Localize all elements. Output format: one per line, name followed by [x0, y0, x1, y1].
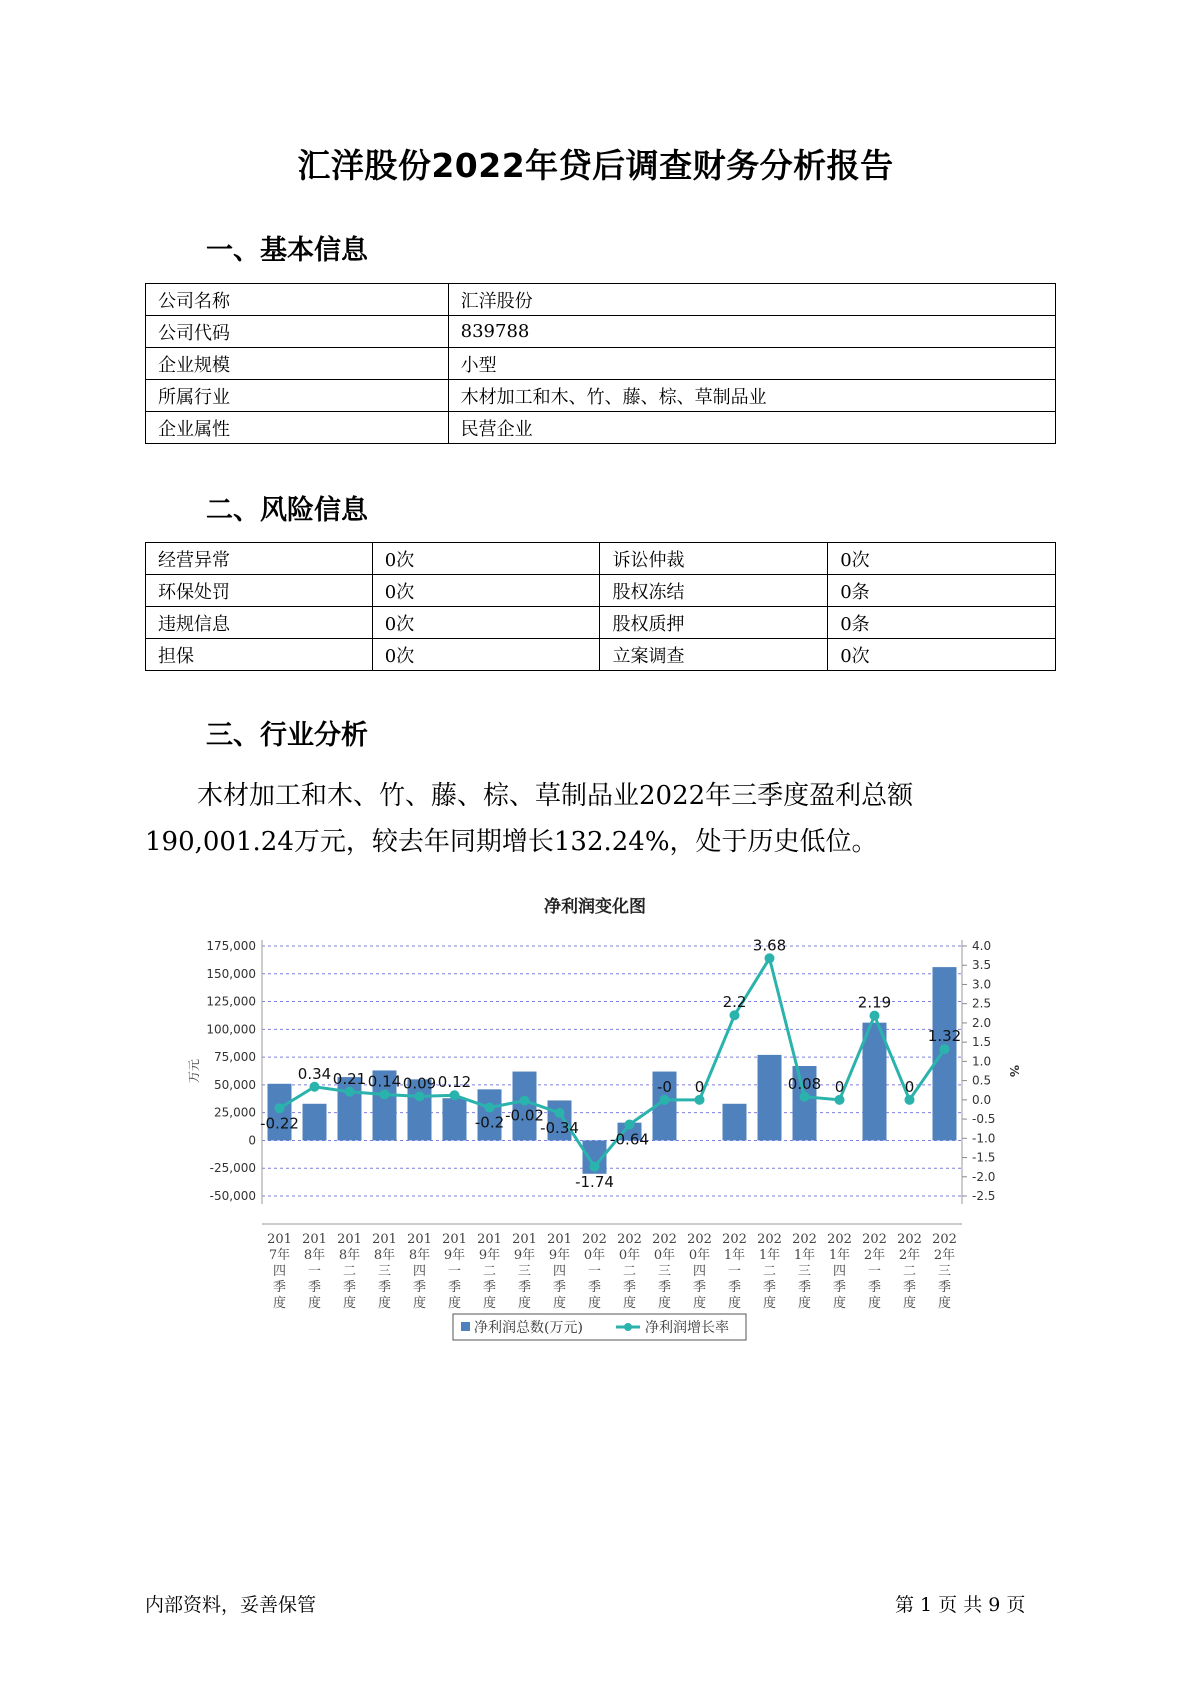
growth-rate-point	[520, 1096, 530, 1106]
right-axis-tick-label: -2.5	[972, 1189, 996, 1203]
risk-info-value: 0次	[372, 575, 600, 607]
growth-rate-label: 0.21	[332, 1069, 367, 1088]
growth-rate-label: 0.14	[367, 1072, 402, 1091]
basic-info-label: 公司名称	[146, 284, 449, 316]
category-label: 201 9年四季度	[547, 1232, 572, 1311]
risk-info-label: 诉讼仲裁	[600, 543, 828, 575]
growth-rate-label: -0.64	[610, 1130, 649, 1149]
growth-rate-label: -0.2	[474, 1113, 505, 1132]
left-axis-tick-label: 125,000	[206, 994, 256, 1009]
category-label: 202 0年二季度	[617, 1232, 642, 1311]
basic-info-row	[146, 412, 1056, 444]
net-profit-chart	[0, 880, 1191, 1360]
risk-info-label: 立案调查	[600, 639, 828, 671]
right-axis-label: %	[1007, 1064, 1021, 1078]
category-label: 201 8年四季度	[407, 1232, 432, 1311]
category-label: 201 9年三季度	[512, 1232, 537, 1311]
basic-info-row	[146, 316, 1056, 348]
basic-info-label: 所属行业	[146, 380, 449, 412]
growth-rate-label: 1.32	[927, 1027, 962, 1046]
category-label: 202 1年二季度	[757, 1232, 782, 1311]
category-label: 202 1年三季度	[792, 1232, 817, 1311]
basic-info-value: 木材加工和木、竹、藤、棕、草制品业	[448, 380, 1055, 412]
left-axis-tick-label: 25,000	[214, 1105, 256, 1120]
growth-rate-point	[415, 1091, 425, 1101]
category-label: 201 8年二季度	[337, 1232, 362, 1311]
category-label: 202 0年一季度	[582, 1232, 607, 1311]
risk-info-value: 0次	[828, 639, 1056, 671]
risk-info-value: 0条	[828, 575, 1056, 607]
net-profit-bar	[863, 1023, 887, 1141]
growth-rate-label: -1.74	[575, 1172, 614, 1191]
growth-rate-point	[275, 1103, 285, 1113]
growth-rate-label: 0	[834, 1077, 845, 1096]
basic-info-label: 企业规模	[146, 348, 449, 380]
basic-info-value: 839788	[448, 316, 1055, 348]
industry-analysis-text	[145, 773, 1056, 865]
left-axis-tick-label: 150,000	[206, 966, 256, 981]
footer-page-number: 第 1 页 共 9 页	[895, 1594, 1026, 1616]
growth-rate-label: -0.34	[540, 1118, 579, 1137]
growth-rate-point	[555, 1108, 565, 1118]
growth-rate-point	[590, 1162, 600, 1172]
risk-info-label: 股权质押	[600, 607, 828, 639]
growth-rate-point	[485, 1103, 495, 1113]
risk-info-label: 环保处罚	[146, 575, 373, 607]
basic-info-label: 公司代码	[146, 316, 449, 348]
right-axis-tick-label: -0.5	[972, 1112, 996, 1127]
net-profit-bar	[758, 1055, 782, 1141]
section-basic-heading: 一、基本信息	[206, 235, 368, 266]
net-profit-bar	[303, 1104, 327, 1141]
risk-info-table	[145, 542, 1056, 671]
risk-info-row	[146, 639, 1056, 671]
category-label: 201 8年一季度	[302, 1232, 327, 1311]
growth-rate-point	[905, 1095, 915, 1105]
risk-info-value: 0次	[828, 543, 1056, 575]
category-label: 201 7年四季度	[267, 1232, 292, 1311]
category-label: 202 1年四季度	[827, 1232, 852, 1311]
basic-info-row	[146, 348, 1056, 380]
basic-info-value: 民营企业	[448, 412, 1055, 444]
growth-rate-point	[450, 1090, 460, 1100]
risk-info-value: 0次	[372, 607, 600, 639]
category-label: 202 0年四季度	[687, 1232, 712, 1311]
risk-info-label: 担保	[146, 639, 373, 671]
growth-rate-label: 0	[904, 1077, 915, 1096]
right-axis-tick-label: 1.0	[972, 1054, 992, 1069]
growth-rate-point	[800, 1092, 810, 1102]
risk-info-label: 股权冻结	[600, 575, 828, 607]
left-axis-label: 万元	[187, 1058, 201, 1084]
basic-info-value: 汇洋股份	[448, 284, 1055, 316]
growth-rate-label: 0.08	[787, 1074, 822, 1093]
growth-rate-label: -0.02	[505, 1106, 544, 1125]
category-label: 201 9年二季度	[477, 1232, 502, 1311]
right-axis-tick-label: 0.0	[972, 1092, 992, 1107]
net-profit-bar	[443, 1098, 467, 1140]
category-label: 202 2年三季度	[932, 1232, 957, 1311]
growth-rate-point	[730, 1010, 740, 1020]
net-profit-bar	[723, 1104, 747, 1141]
legend-line-marker	[624, 1323, 632, 1331]
category-label: 202 2年一季度	[862, 1232, 887, 1311]
growth-rate-point	[625, 1119, 635, 1129]
growth-rate-point	[310, 1082, 320, 1092]
growth-rate-point	[345, 1087, 355, 1097]
risk-info-row	[146, 543, 1056, 575]
right-axis-tick-label: 3.5	[972, 958, 992, 973]
growth-rate-label: -0	[657, 1077, 672, 1096]
growth-rate-label: 3.68	[752, 936, 787, 955]
risk-info-label: 违规信息	[146, 607, 373, 639]
section-risk-heading: 二、风险信息	[206, 495, 368, 526]
growth-rate-label: -0.22	[260, 1114, 299, 1133]
growth-rate-label: 0.12	[437, 1073, 472, 1092]
category-label: 201 9年一季度	[442, 1232, 467, 1311]
risk-info-value: 0条	[828, 607, 1056, 639]
risk-info-value: 0次	[372, 639, 600, 671]
right-axis-tick-label: 0.5	[972, 1073, 992, 1088]
basic-info-value: 小型	[448, 348, 1055, 380]
growth-rate-point	[380, 1089, 390, 1099]
growth-rate-point	[870, 1011, 880, 1021]
left-axis-tick-label: 75,000	[214, 1050, 256, 1065]
right-axis-tick-label: 4.0	[972, 939, 992, 953]
left-axis-tick-label: 0	[248, 1133, 256, 1148]
growth-rate-label: 2.19	[857, 993, 892, 1012]
chart-title: 净利润变化图	[544, 897, 646, 917]
industry-text-line1: 木材加工和木、竹、藤、棕、草制品业2022年三季度盈利总额	[197, 781, 914, 811]
right-axis-tick-label: -1.0	[972, 1131, 996, 1146]
industry-text-line2: 190,001.24万元，较去年同期增长132.24%，处于历史低位。	[145, 827, 878, 857]
category-label: 202 0年三季度	[652, 1232, 677, 1311]
right-axis-tick-label: -2.0	[972, 1169, 996, 1184]
growth-rate-point	[940, 1044, 950, 1054]
growth-rate-point	[695, 1095, 705, 1105]
basic-info-table	[145, 283, 1056, 444]
risk-info-row	[146, 575, 1056, 607]
growth-rate-point	[765, 953, 775, 963]
right-axis-tick-label: 2.5	[972, 996, 992, 1011]
right-axis-tick-label: 2.0	[972, 1015, 992, 1030]
growth-rate-label: 0.34	[297, 1064, 332, 1083]
footer-confidential-note: 内部资料，妥善保管	[145, 1594, 317, 1616]
legend-bar-swatch	[461, 1322, 470, 1331]
risk-info-value: 0次	[372, 543, 600, 575]
page-title: 汇洋股份2022年贷后调查财务分析报告	[297, 146, 894, 185]
growth-rate-label: 0	[694, 1077, 705, 1096]
right-axis-tick-label: 1.5	[972, 1035, 992, 1050]
right-axis-tick-label: -1.5	[972, 1150, 996, 1165]
category-label: 201 8年三季度	[372, 1232, 397, 1311]
growth-rate-label: 0.09	[402, 1074, 437, 1093]
legend-line-label: 净利润增长率	[645, 1320, 729, 1336]
category-label: 202 1年一季度	[722, 1232, 747, 1311]
left-axis-tick-label: -25,000	[209, 1161, 256, 1176]
section-industry-heading: 三、行业分析	[206, 720, 368, 751]
left-axis-tick-label: 100,000	[206, 1022, 256, 1037]
basic-info-row	[146, 284, 1056, 316]
category-label: 202 2年二季度	[897, 1232, 922, 1311]
basic-info-label: 企业属性	[146, 412, 449, 444]
right-axis-tick-label: 3.0	[972, 977, 992, 992]
left-axis-tick-label: -50,000	[209, 1189, 256, 1203]
growth-rate-point	[835, 1095, 845, 1105]
risk-info-row	[146, 607, 1056, 639]
basic-info-row	[146, 380, 1056, 412]
growth-rate-label: 2.2	[722, 993, 747, 1012]
left-axis-tick-label: 50,000	[214, 1077, 256, 1092]
legend-bar-label: 净利润总数(万元)	[474, 1320, 583, 1336]
left-axis-tick-label: 175,000	[206, 939, 256, 953]
growth-rate-point	[660, 1095, 670, 1105]
risk-info-label: 经营异常	[146, 543, 373, 575]
